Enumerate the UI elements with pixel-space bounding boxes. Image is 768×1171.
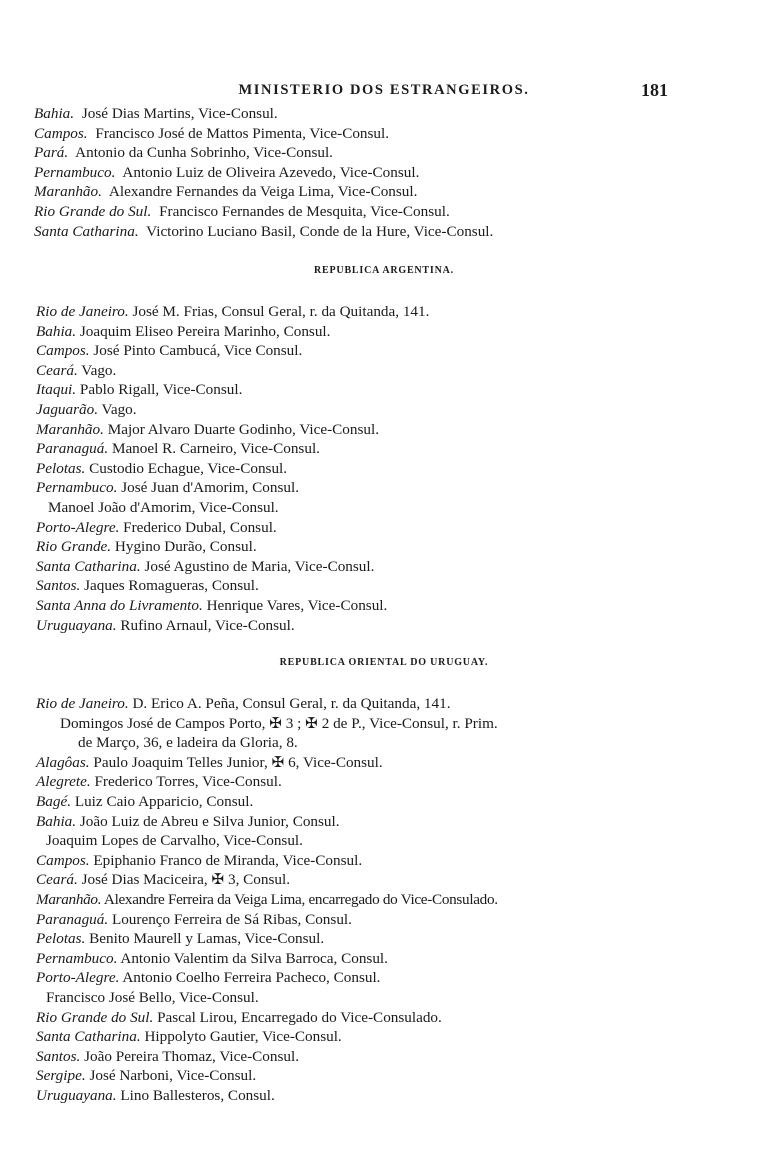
section-republica-argentina	[0, 262, 768, 635]
list-item: Santa Catharina. José Agustino de Maria, Vice-Consul.	[36, 557, 375, 575]
list-item: Francisco José Bello, Vice-Consul.	[46, 988, 259, 1006]
list-item: Santa Catharina. Victorino Luciano Basil, Conde de la Hure, Vice-Consul.	[34, 222, 494, 240]
list-item: Bagé. Luiz Caio Apparicio, Consul.	[36, 792, 254, 810]
list-item: Maranhão. Alexandre Fernandes da Veiga Lima, Vice-Consul.	[34, 183, 418, 201]
list-item: Uruguayana. Lino Ballesteros, Consul.	[36, 1086, 275, 1104]
list-item: de Março, 36, e ladeira da Gloria, 8.	[78, 734, 298, 752]
list-item: Campos. Epiphanio Franco de Miranda, Vice-Consul.	[36, 851, 363, 869]
list-item: Rio Grande. Hygino Durão, Consul.	[36, 538, 257, 556]
list-item: Santa Anna do Livramento. Henrique Vares, Vice-Consul.	[36, 596, 388, 614]
list-item: Santos. João Pereira Thomaz, Vice-Consul.	[36, 1047, 300, 1065]
list-item: Paranaguá. Manoel R. Carneiro, Vice-Consul.	[36, 440, 320, 458]
list-item: Manoel João d'Amorim, Vice-Consul.	[48, 498, 279, 516]
list-item: Maranhão. Major Alvaro Duarte Godinho, Vice-Consul.	[36, 420, 380, 438]
section-title: REPUBLICA ORIENTAL DO URUGUAY.	[279, 657, 489, 668]
list-item: Ceará. José Dias Maciceira, ✠ 3, Consul.	[36, 871, 290, 889]
list-item: Alegrete. Frederico Torres, Vice-Consul.	[36, 773, 282, 791]
list-item: Pernambuco. Antonio Valentim da Silva Barroca, Consul.	[36, 949, 388, 967]
list-item: Paranaguá. Lourenço Ferreira de Sá Ribas, Consul.	[36, 910, 352, 928]
section-continuation	[0, 104, 768, 241]
list-item: Domingos José de Campos Porto, ✠ 3 ; ✠ 2 de P., Vice-Consul, r. Prim.	[60, 714, 498, 732]
list-item: Joaquim Lopes de Carvalho, Vice-Consul.	[46, 832, 303, 850]
list-item: Itaqui. Pablo Rigall, Vice-Consul.	[36, 381, 243, 399]
running-head: MINISTERIO DOS ESTRANGEIROS.	[238, 82, 530, 98]
page-header	[0, 82, 768, 106]
list-item: Alagôas. Paulo Joaquim Telles Junior, ✠ 6, Vice-Consul.	[36, 753, 383, 771]
list-item: Jaguarão. Vago.	[36, 400, 137, 418]
list-item: Campos. Francisco José de Mattos Pimenta, Vice-Consul.	[34, 124, 390, 142]
list-item: Rio de Janeiro. D. Erico A. Peña, Consul Geral, r. da Quitanda, 141.	[36, 695, 451, 712]
list-item: Porto-Alegre. Antonio Coelho Ferreira Pacheco, Consul.	[36, 969, 381, 987]
list-item: Santa Catharina. Hippolyto Gautier, Vice-Consul.	[36, 1028, 342, 1046]
list-item: Rio Grande do Sul. Francisco Fernandes de Mesquita, Vice-Consul.	[34, 202, 450, 220]
list-item: Pelotas. Custodio Echague, Vice-Consul.	[36, 459, 288, 477]
list-item: Rio Grande do Sul. Pascal Lirou, Encarregado do Vice-Consulado.	[36, 1008, 442, 1026]
section-republica-oriental-uruguay	[0, 654, 768, 1105]
list-item: Rio de Janeiro. José M. Frias, Consul Geral, r. da Quitanda, 141.	[36, 303, 430, 320]
list-item: Pelotas. Benito Maurell y Lamas, Vice-Consul.	[36, 930, 325, 948]
list-item: Uruguayana. Rufino Arnaul, Vice-Consul.	[36, 616, 295, 634]
list-item: Ceará. Vago.	[36, 361, 117, 379]
list-item: Bahia. José Dias Martins, Vice-Consul.	[34, 105, 278, 122]
list-item: Bahia. Joaquim Eliseo Pereira Marinho, Consul.	[36, 322, 331, 340]
list-item: Pernambuco. José Juan d'Amorim, Consul.	[36, 479, 300, 497]
list-item: Maranhão. Alexandre Ferreira da Veiga Lima, encarregado do Vice-Consulado.	[36, 890, 498, 908]
section-title: REPUBLICA ARGENTINA.	[314, 265, 454, 276]
list-item: Campos. José Pinto Cambucá, Vice Consul.	[36, 342, 303, 360]
list-item: Sergipe. José Narboni, Vice-Consul.	[36, 1067, 257, 1085]
list-item: Pernambuco. Antonio Luiz de Oliveira Azevedo, Vice-Consul.	[34, 163, 420, 181]
page-number: 181	[641, 80, 668, 100]
list-item: Pará. Antonio da Cunha Sobrinho, Vice-Consul.	[34, 144, 333, 162]
list-item: Porto-Alegre. Frederico Dubal, Consul.	[36, 518, 277, 536]
list-item: Bahia. João Luiz de Abreu e Silva Junior, Consul.	[36, 812, 340, 830]
list-item: Santos. Jaques Romagueras, Consul.	[36, 577, 259, 595]
